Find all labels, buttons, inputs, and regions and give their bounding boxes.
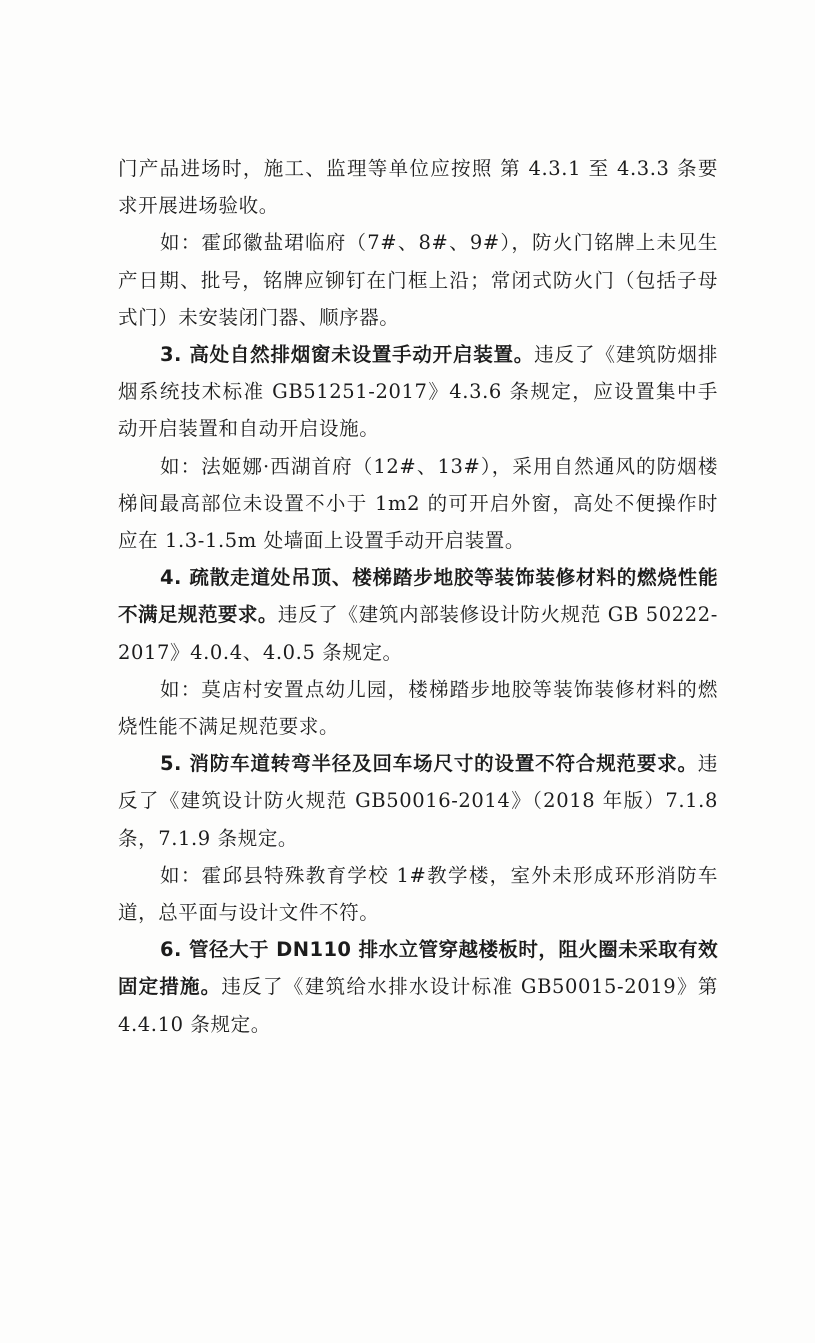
issue-5-fire-lane (118, 745, 718, 857)
paragraph-text: 如：霍邱徽盐珺临府（7#、8#、9#），防火门铭牌上未见生产日期、批号，铭牌应铆钉在门框上沿；常闭式防火门（包括子母式门）未安装闭门器、顺序器。 (118, 231, 718, 329)
issue-3-smoke-window (118, 336, 718, 448)
example-kindergarten (118, 671, 718, 745)
paragraph-text: 违反了《建筑设计防火规范 GB50016-2014》（2018 年版）7.1.8 条，7.1.9 条规定。 (118, 752, 718, 850)
issue-6-fire-collar (118, 931, 718, 1043)
example-smoke-stair (118, 448, 718, 560)
example-special-school (118, 857, 718, 931)
example-fire-door (118, 224, 718, 336)
paragraph-text: 门产品进场时，施工、监理等单位应按照 第 4.3.1 至 4.3.3 条要求开展进场验收。 (118, 157, 718, 218)
issue-heading: 5. 消防车道转弯半径及回车场尺寸的设置不符合规范要求。 (160, 752, 698, 776)
paragraph-text: 如：霍邱县特殊教育学校 1#教学楼，室外未形成环形消防车道，总平面与设计文件不符。 (118, 863, 718, 925)
issue-heading: 3. 高处自然排烟窗未设置手动开启装置。 (160, 343, 535, 367)
issue-4-decoration-materials (118, 559, 718, 671)
paragraph-text: 违反了《建筑防烟排烟系统技术标准 GB51251-2017》4.3.6 条规定，应设置集中手动开启装置和自动开启设施。 (118, 343, 719, 441)
paragraph-text: 违反了《建筑内部装修设计防火规范 GB 50222-2017》4.0.4、4.0.5 条规定。 (118, 603, 719, 664)
paragraph-text: 如：法姬娜·西湖首府（12#、13#），采用自然通风的防烟楼梯间最高部位未设置不小于 1m2 的可开启外窗，高处不便操作时应在 1.3-1.5m 处墙面上设置手动开启装置。 (118, 454, 718, 553)
document-body (118, 150, 718, 1043)
paragraph-acceptance (118, 150, 718, 224)
issue-heading: 4. 疏散走道处吊顶、楼梯踏步地胶等装饰装修材料的燃烧性能不满足规范要求。 (118, 566, 718, 627)
paragraph-text: 如：莫店村安置点幼儿园，楼梯踏步地胶等装饰装修材料的燃烧性能不满足规范要求。 (118, 677, 718, 739)
paragraph-text: 违反了《建筑给水排水设计标准 GB50015-2019》第 4.4.10 条规定。 (118, 975, 718, 1036)
issue-heading: 6. 管径大于 DN110 排水立管穿越楼板时，阻火圈未采取有效固定措施。 (118, 938, 718, 999)
